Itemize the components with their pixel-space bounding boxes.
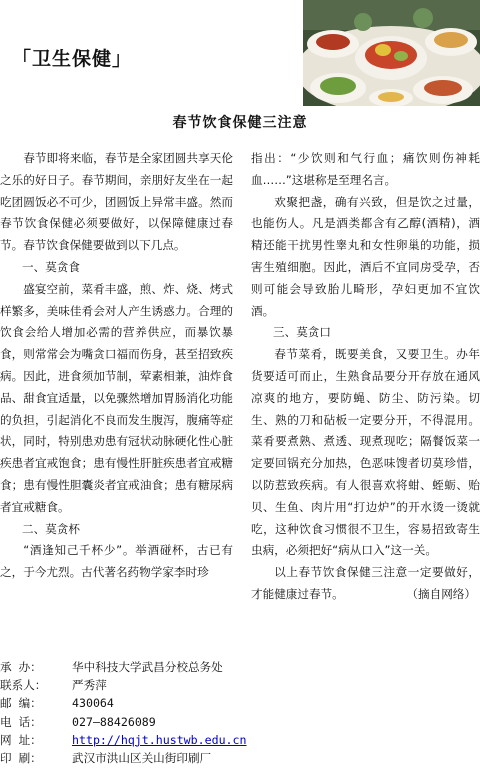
paragraph: “酒逢知己千杯少”。举酒碰杯，古已有之，于今尤烈。古代著名药物学家李时珍 [0, 543, 233, 580]
footer-info [0, 658, 247, 767]
footer-row [0, 658, 247, 676]
footer-row [0, 713, 247, 731]
subheading: 三、莫贪口 [273, 325, 331, 340]
paragraph: 欢聚把盏，确有兴致，但是饮之过量，也能伤人。凡是酒类都含有乙醇(酒精)，酒精还能干扰男性睾丸和女性卵巢的功能，损害生殖细胞。因此，酒后不宜同房受孕，否则可能会导致胎儿畸形，孕妇更加不宜饮酒。 [251, 194, 480, 318]
closing-text: 以上春节饮食保健三注意一定要做好，才能健康过春节。 [251, 565, 480, 601]
article-left-column [0, 148, 233, 584]
subheading: 二、莫贪杯 [22, 521, 80, 536]
footer-label: 承 办： [0, 660, 42, 674]
paragraph: 春节即将来临，春节是全家团圆共享天伦之乐的好日子。春节期间，亲朋好友坐在一起吃团圆饭必不可少，团圆饭上异常丰盛。然而春节饮食保健必须要做好，以保障健康过春节。春节饮食保健要做到以下几点。 [0, 151, 233, 253]
source-note: （摘自网络） [406, 586, 476, 601]
footer-row [0, 676, 247, 694]
footer-label: 邮 编： [0, 696, 42, 711]
footer-value: 武汉市洪山区关山街印刷厂 [72, 751, 212, 766]
footer-row [0, 749, 247, 767]
footer-row [0, 694, 247, 712]
footer-value: 027—88426089 [72, 714, 156, 729]
footer-label: 电 话： [0, 714, 42, 729]
paragraph: 盛宴空前，菜肴丰盛，煎、炸、烧、烤式样繁多，美味佳肴会对人产生诱惑力。合理的饮食会给人增加必需的营养供应，而暴饮暴食，则常常会为嘴贪口福而伤身，甚至招致疾病。因此，进食须加节制，荤素相兼，油炸食品、甜食宜适量，以免骤然增加胃肠消化功能的负担，引起消化不良而发生腹泻，腹痛等症状，同时，特别患劝患有冠状动脉硬化性心脏疾患者宜戒饱食；患有慢性肝脏疾患者宜戒糖食；患有慢性胆囊炎者宜戒油食；患有糖尿病者宜戒糖食。 [0, 281, 233, 514]
paragraph: 指出：“少饮则和气行血；痛饮则伤神耗血……”这堪称是至理名言。 [251, 151, 480, 187]
footer-value: 严秀萍 [72, 678, 107, 693]
footer-label: 印 刷： [0, 751, 42, 766]
article-right-column [251, 148, 480, 606]
paragraph: 春节菜肴，既要美食，又要卫生。办年货要适可而止，生熟食品要分开存放在通风凉爽的地方，要防蝇、防尘、防污染。切生、熟的刀和砧板一定要分开，不得混用。菜肴要煮熟、煮透、现煮现吃；隔餐饭菜一定要回锅充分加热，色恶味馊者切莫珍惜，以防惹致疾病。有人很喜欢将蚶、蛭蛎、贻贝、生鱼、肉片用“打边炉”的开水烫一烫就吃，这种饮食习惯很不卫生，容易招致寄生虫病，必须把好“病从口入”这一关。 [251, 347, 480, 558]
footer-label: 联系人： [0, 678, 47, 693]
footer-row [0, 731, 247, 749]
footer-value: 华中科技大学武昌分校总务处 [72, 660, 223, 674]
paragraph [251, 562, 480, 606]
website-link[interactable]: http://hqjt.hustwb.edu.cn [72, 732, 247, 747]
footer-label: 网 址： [0, 732, 42, 747]
article-title: 春节饮食保健三注意 [172, 115, 308, 131]
banquet-photo [303, 0, 480, 106]
subheading: 一、莫贪食 [22, 259, 80, 274]
banquet-food-illustration [303, 0, 480, 106]
footer-value: 430064 [72, 696, 114, 711]
section-tag: 「卫生保健」 [12, 48, 133, 70]
